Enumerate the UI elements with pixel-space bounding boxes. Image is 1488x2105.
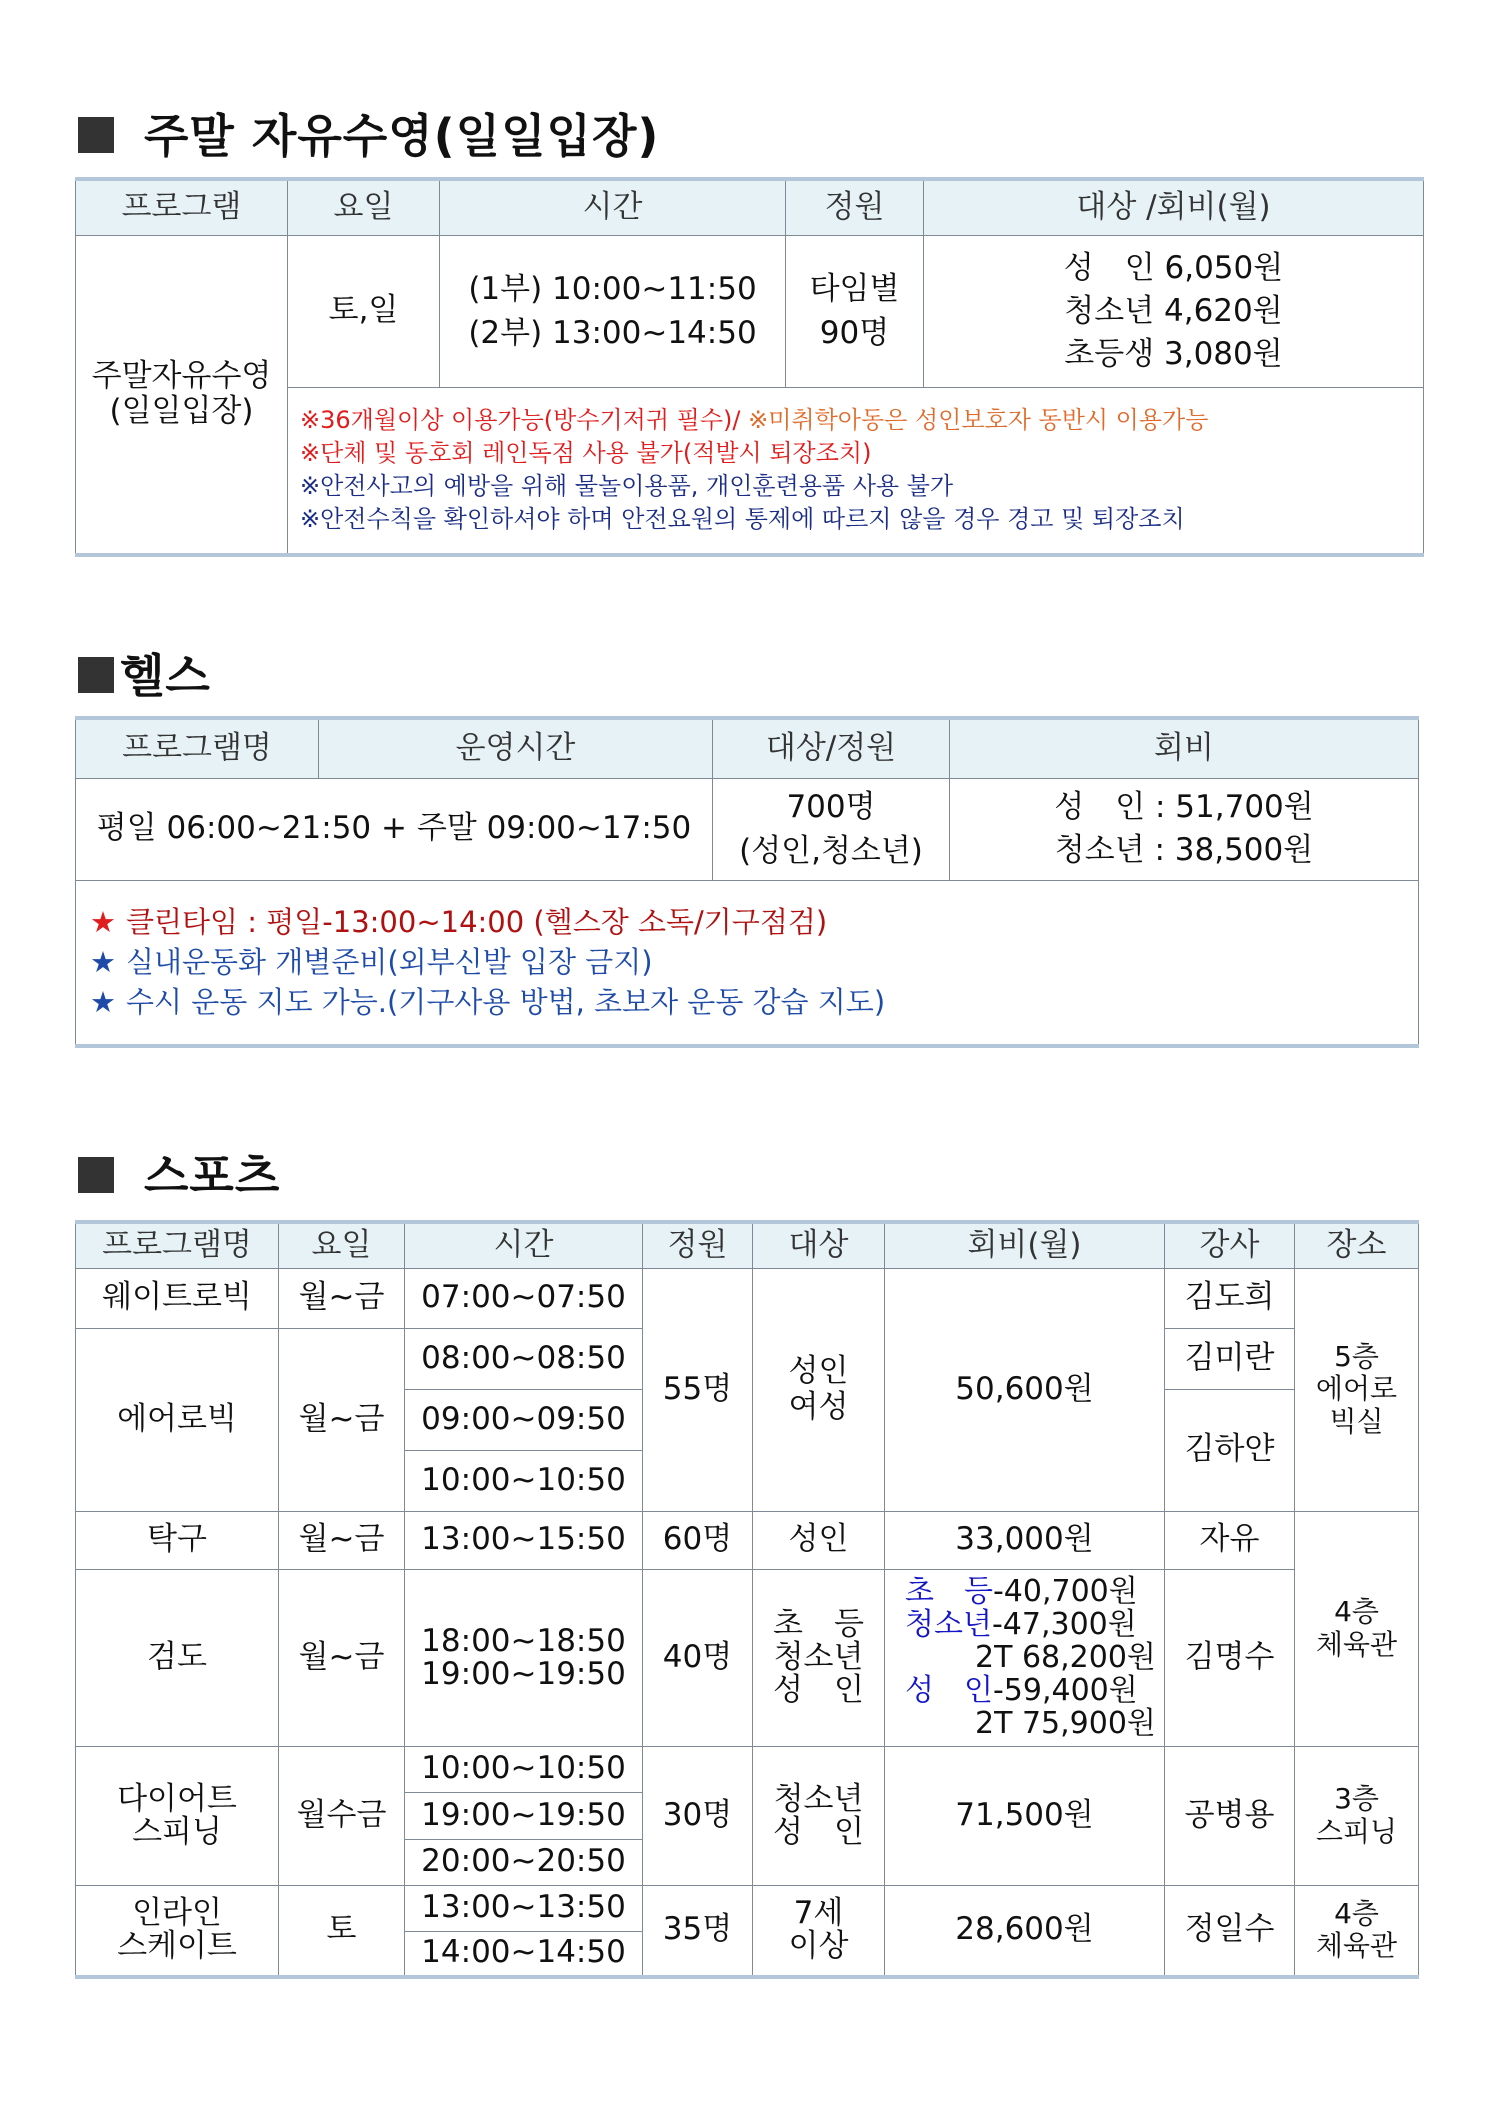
aero-instructor-1: 김미란 <box>1165 1328 1295 1389</box>
inline-target: 7세 이상 <box>753 1885 885 1977</box>
inline-time-2: 14:00~14:50 <box>405 1931 643 1977</box>
inline-fee: 28,600원 <box>885 1885 1165 1977</box>
inline-days: 토 <box>279 1885 405 1977</box>
spinning-days: 월수금 <box>279 1746 405 1885</box>
swim-notes <box>288 387 1424 555</box>
weight-instructor: 김도희 <box>1165 1268 1295 1328</box>
swim-note-safety: ※안전수칙을 확인하셔야 하며 안전요원의 통제에 따르지 않을 경우 경고 및 퇴장조치 <box>300 505 1185 534</box>
tabletennis-instructor: 자유 <box>1165 1511 1295 1569</box>
tabletennis-fee: 33,000원 <box>885 1511 1165 1569</box>
aero-time-1: 08:00~08:50 <box>405 1328 643 1389</box>
tabletennis-capacity: 60명 <box>643 1511 753 1569</box>
star-icon: ★ <box>90 945 116 980</box>
aero-time-2: 09:00~09:50 <box>405 1389 643 1450</box>
square-bullet-icon <box>78 657 114 693</box>
health-note-coaching: ★ 수시 운동 지도 가능.(기구사용 방법, 초보자 운동 강습 지도) <box>90 985 886 1020</box>
swim-note-age: ※36개월이상 이용가능(방수기저귀 필수)/ <box>300 406 741 435</box>
table-row <box>76 1569 1419 1746</box>
swim-note-items: ※안전사고의 예방을 위해 물놀이용품, 개인훈련용품 사용 불가 <box>300 472 954 501</box>
inline-time-1: 13:00~13:50 <box>405 1885 643 1931</box>
table-row <box>76 1511 1419 1569</box>
inline-instructor: 정일수 <box>1165 1885 1295 1977</box>
spinning-time-3: 20:00~20:50 <box>405 1839 643 1885</box>
swim-header-days: 요일 <box>288 179 440 235</box>
health-hours: 평일 06:00~21:50 + 주말 09:00~17:50 <box>76 778 713 880</box>
swim-capacity: 타임별 90명 <box>786 235 924 387</box>
kendo-place: 4층 체육관 <box>1295 1511 1419 1746</box>
square-bullet-icon <box>78 117 114 153</box>
sports-header-target: 대상 <box>753 1222 885 1268</box>
health-header-program: 프로그램명 <box>76 718 319 778</box>
star-icon: ★ <box>90 985 116 1020</box>
inline-place: 4층 체육관 <box>1295 1885 1419 1977</box>
health-section-title: 헬스 <box>78 640 211 706</box>
health-header-fee: 회비 <box>950 718 1419 778</box>
sports-header-time: 시간 <box>405 1222 643 1268</box>
tabletennis-target: 성인 <box>753 1511 885 1569</box>
inline-program: 인라인 스케이트 <box>76 1885 279 1977</box>
sports-header-days: 요일 <box>279 1222 405 1268</box>
swim-section-title: 주말 자유수영(일일입장) <box>78 100 659 166</box>
aero-time-3: 10:00~10:50 <box>405 1450 643 1511</box>
kendo-fees: 초 등-40,700원 청소년-47,300원 2T 68,200원 성 인-59,400원 2T 75,900원 <box>885 1569 1165 1746</box>
kendo-capacity: 40명 <box>643 1569 753 1746</box>
kendo-target: 초 등 청소년 성 인 <box>753 1569 885 1746</box>
health-notes <box>76 880 1419 1046</box>
sports-header-fee: 회비(월) <box>885 1222 1165 1268</box>
swim-header-program: 프로그램 <box>76 179 288 235</box>
sports-header-instructor: 강사 <box>1165 1222 1295 1268</box>
spinning-program: 다이어트 스피닝 <box>76 1746 279 1885</box>
kendo-program: 검도 <box>76 1569 279 1746</box>
health-header-hours: 운영시간 <box>319 718 713 778</box>
swim-note-guardian: ※미취학아동은 성인보호자 동반시 이용가능 <box>740 406 1209 435</box>
swim-program-cell: 주말자유수영 (일일입장) <box>76 235 288 555</box>
inline-capacity: 35명 <box>643 1885 753 1977</box>
table-row <box>76 1268 1419 1328</box>
sports-header-place: 장소 <box>1295 1222 1419 1268</box>
spinning-fee: 71,500원 <box>885 1746 1165 1885</box>
aero-target: 성인 여성 <box>753 1268 885 1511</box>
health-note-cleantime: ★ 클린타임 : 평일-13:00~14:00 (헬스장 소독/기구점검) <box>90 905 828 940</box>
aero-capacity: 55명 <box>643 1268 753 1511</box>
health-note-shoes: ★ 실내운동화 개별준비(외부신발 입장 금지) <box>90 945 653 980</box>
kendo-instructor: 김명수 <box>1165 1569 1295 1746</box>
aero-fee: 50,600원 <box>885 1268 1165 1511</box>
star-icon: ★ <box>90 905 116 940</box>
swim-note-lane: ※단체 및 동호회 레인독점 사용 불가(적발시 퇴장조치) <box>300 439 872 468</box>
swim-header-capacity: 정원 <box>786 179 924 235</box>
table-row <box>76 1746 1419 1792</box>
aero-instructor-2: 김하얀 <box>1165 1389 1295 1511</box>
weight-program: 웨이트로빅 <box>76 1268 279 1328</box>
aero-place: 5층 에어로 빅실 <box>1295 1268 1419 1511</box>
aero-program: 에어로빅 <box>76 1328 279 1511</box>
spinning-target: 청소년 성 인 <box>753 1746 885 1885</box>
health-capacity: 700명 (성인,청소년) <box>713 778 950 880</box>
square-bullet-icon <box>78 1157 114 1193</box>
tabletennis-days: 월~금 <box>279 1511 405 1569</box>
sports-section-title: 스포츠 <box>78 1140 280 1206</box>
kendo-times: 18:00~18:50 19:00~19:50 <box>405 1569 643 1746</box>
sports-table <box>75 1220 1419 1979</box>
swim-days: 토,일 <box>288 235 440 387</box>
swim-header-time: 시간 <box>440 179 786 235</box>
swim-table <box>75 177 1424 557</box>
weight-days: 월~금 <box>279 1268 405 1328</box>
sports-header-program: 프로그램명 <box>76 1222 279 1268</box>
spinning-time-2: 19:00~19:50 <box>405 1792 643 1839</box>
swim-fees: 성 인 6,050원 청소년 4,620원 초등생 3,080원 <box>924 235 1424 387</box>
health-header-capacity: 대상/정원 <box>713 718 950 778</box>
health-fees: 성 인 : 51,700원 청소년 : 38,500원 <box>950 778 1419 880</box>
aero-days: 월~금 <box>279 1328 405 1511</box>
table-row <box>76 1885 1419 1931</box>
kendo-days: 월~금 <box>279 1569 405 1746</box>
tabletennis-program: 탁구 <box>76 1511 279 1569</box>
tabletennis-time: 13:00~15:50 <box>405 1511 643 1569</box>
health-table <box>75 716 1419 1048</box>
spinning-time-1: 10:00~10:50 <box>405 1746 643 1792</box>
swim-header-target-fee: 대상 /회비(월) <box>924 179 1424 235</box>
weight-time: 07:00~07:50 <box>405 1268 643 1328</box>
sports-header-capacity: 정원 <box>643 1222 753 1268</box>
swim-times: (1부) 10:00~11:50 (2부) 13:00~14:50 <box>440 235 786 387</box>
spinning-capacity: 30명 <box>643 1746 753 1885</box>
spinning-place: 3층 스피닝 <box>1295 1746 1419 1885</box>
spinning-instructor: 공병용 <box>1165 1746 1295 1885</box>
